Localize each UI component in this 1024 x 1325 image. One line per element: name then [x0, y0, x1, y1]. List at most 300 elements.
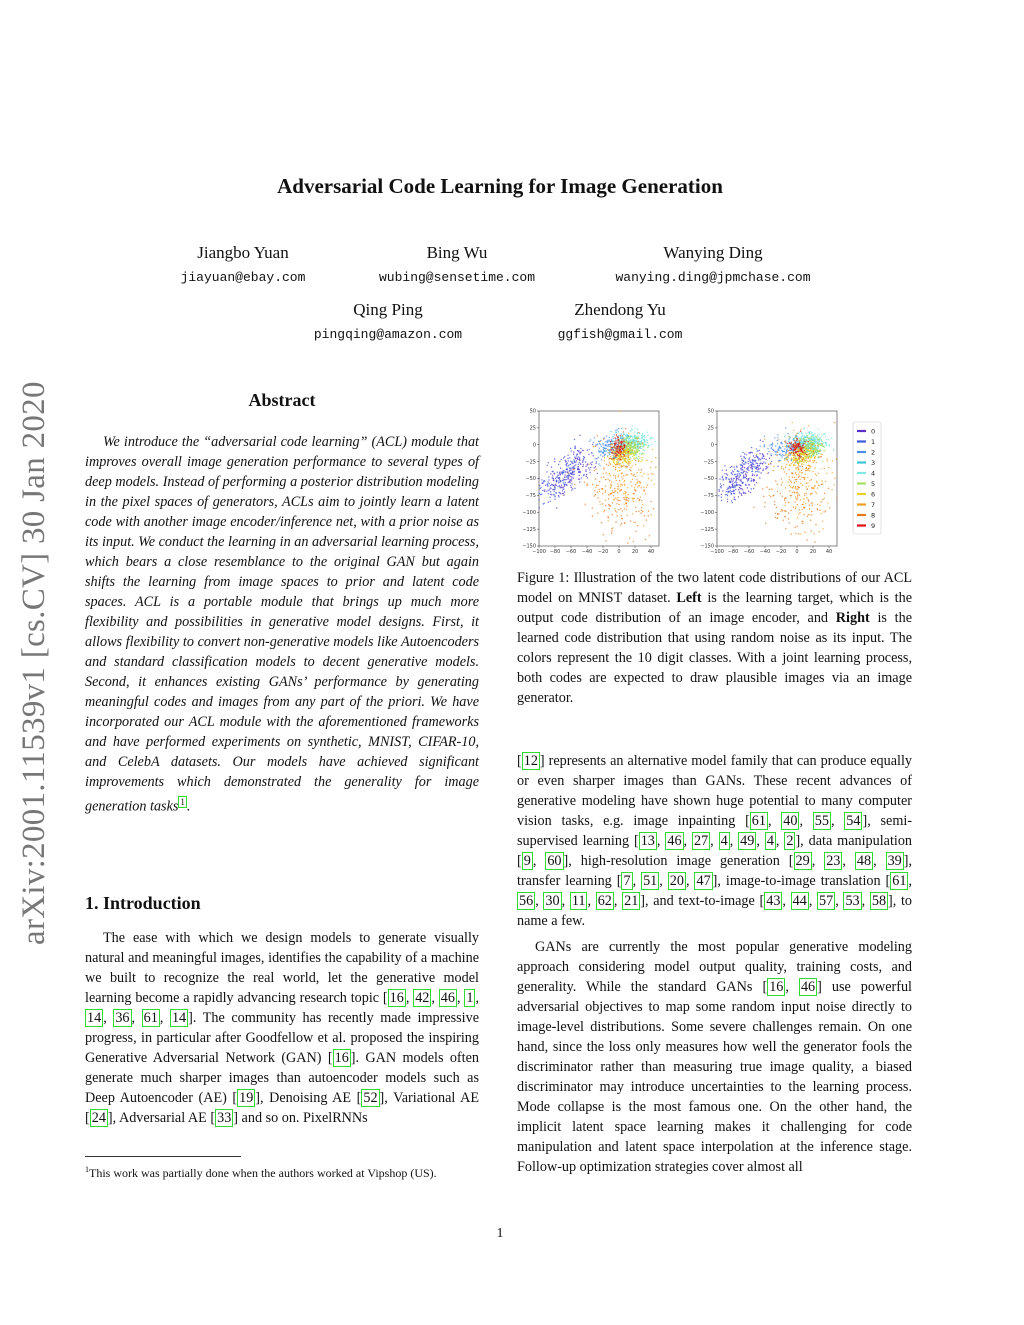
citation-link[interactable]: 60: [547, 853, 562, 869]
data-point: [609, 458, 610, 459]
citation-link[interactable]: 29: [795, 853, 810, 869]
data-point: [547, 484, 548, 485]
data-point: [764, 444, 765, 445]
data-point: [612, 447, 613, 448]
citation-link[interactable]: 48: [856, 853, 872, 869]
citation-link[interactable]: 40: [783, 813, 798, 829]
data-point: [809, 431, 810, 432]
data-point: [766, 468, 767, 469]
data-point: [549, 489, 550, 490]
data-point: [558, 482, 559, 483]
citation-link[interactable]: 49: [740, 833, 755, 849]
data-point: [809, 453, 810, 454]
data-point: [599, 491, 600, 492]
data-point: [779, 447, 780, 448]
data-point: [799, 441, 800, 442]
data-point: [753, 488, 754, 489]
data-point: [801, 436, 802, 437]
data-point: [802, 504, 803, 505]
citation-link[interactable]: 47: [696, 873, 711, 889]
data-point: [810, 446, 811, 447]
data-point: [813, 440, 814, 441]
citation-link[interactable]: 4: [766, 833, 774, 849]
data-point: [627, 494, 628, 495]
data-point: [637, 442, 638, 443]
data-point: [776, 507, 777, 508]
data-point: [601, 477, 602, 478]
data-point: [770, 496, 771, 497]
citation-link[interactable]: 16: [334, 1050, 349, 1066]
data-point: [748, 459, 749, 460]
data-point: [618, 428, 619, 429]
citation-link[interactable]: 1: [466, 990, 474, 1006]
data-point: [602, 503, 603, 504]
data-point: [760, 446, 761, 447]
citation-link[interactable]: 61: [751, 813, 766, 829]
data-point: [624, 499, 625, 500]
data-point: [556, 507, 557, 508]
data-point: [589, 469, 590, 470]
data-point: [722, 490, 723, 491]
data-point: [549, 483, 550, 484]
data-point: [762, 488, 763, 489]
data-point: [603, 439, 604, 440]
data-point: [566, 465, 567, 466]
citation-link[interactable]: 46: [667, 833, 682, 849]
citation-link[interactable]: 14: [171, 1010, 187, 1026]
data-point: [627, 466, 628, 467]
data-point: [751, 478, 752, 479]
data-point: [802, 459, 803, 460]
data-point: [609, 462, 610, 463]
data-point: [594, 470, 595, 471]
data-point: [647, 484, 648, 485]
data-point: [618, 454, 619, 455]
data-point: [807, 435, 808, 436]
citation-link[interactable]: 24: [91, 1110, 106, 1126]
citation-link[interactable]: 51: [643, 873, 658, 889]
data-point: [540, 488, 541, 489]
data-point: [572, 467, 573, 468]
data-point: [808, 458, 809, 459]
data-point: [794, 457, 795, 458]
data-point: [791, 449, 792, 450]
data-point: [624, 508, 625, 509]
data-point: [605, 479, 606, 480]
data-point: [623, 444, 624, 445]
data-point: [613, 438, 614, 439]
data-point: [627, 445, 628, 446]
citation-link[interactable]: 2: [786, 833, 794, 849]
data-point: [630, 463, 631, 464]
data-point: [541, 494, 542, 495]
data-point: [617, 447, 618, 448]
data-point: [621, 515, 622, 516]
data-point: [787, 449, 788, 450]
data-point: [819, 505, 820, 506]
data-point: [600, 504, 601, 505]
citation-link[interactable]: 58: [871, 893, 887, 909]
data-point: [756, 482, 757, 483]
data-point: [799, 487, 800, 488]
data-point: [555, 478, 556, 479]
data-point: [620, 525, 621, 526]
data-point: [796, 492, 797, 493]
data-point: [746, 478, 747, 479]
data-point: [790, 465, 791, 466]
data-point: [804, 514, 805, 515]
data-point: [787, 450, 788, 451]
data-point: [630, 461, 631, 462]
data-point: [806, 467, 807, 468]
data-point: [802, 433, 803, 434]
data-point: [806, 433, 807, 434]
data-point: [611, 458, 612, 459]
data-point: [595, 466, 596, 467]
data-point: [611, 482, 612, 483]
data-point: [800, 446, 801, 447]
data-point: [794, 477, 795, 478]
data-point: [788, 518, 789, 519]
data-point: [790, 443, 791, 444]
data-point: [585, 504, 586, 505]
data-point: [618, 509, 619, 510]
data-point: [808, 438, 809, 439]
data-point: [579, 435, 580, 436]
data-point: [806, 457, 807, 458]
data-point: [772, 449, 773, 450]
data-point: [617, 458, 618, 459]
data-point: [766, 487, 767, 488]
data-point: [731, 481, 732, 482]
data-point: [558, 492, 559, 493]
data-point: [789, 485, 790, 486]
data-point: [582, 460, 583, 461]
data-point: [578, 466, 579, 467]
data-point: [636, 472, 637, 473]
data-point: [804, 435, 805, 436]
data-point: [812, 444, 813, 445]
data-point: [826, 473, 827, 474]
citation-link[interactable]: 16: [389, 990, 404, 1006]
data-point: [800, 483, 801, 484]
citation-link[interactable]: 12: [523, 753, 538, 769]
data-point: [632, 453, 633, 454]
data-point: [815, 524, 816, 525]
data-point: [615, 452, 616, 453]
data-point: [599, 489, 600, 490]
data-point: [577, 468, 578, 469]
data-point: [563, 478, 564, 479]
data-point: [806, 493, 807, 494]
data-point: [822, 528, 823, 529]
data-point: [604, 510, 605, 511]
data-point: [771, 489, 772, 490]
data-point: [603, 449, 604, 450]
data-point: [785, 467, 786, 468]
citation-link[interactable]: 44: [792, 893, 807, 909]
data-point: [722, 477, 723, 478]
data-point: [560, 493, 561, 494]
citation-link[interactable]: 20: [669, 873, 684, 889]
data-point: [773, 450, 774, 451]
data-point: [828, 488, 829, 489]
author-email: jiayuan@ebay.com: [180, 270, 306, 285]
data-point: [806, 540, 807, 541]
footnote: $^1$This work was partially done when the authors worked at Vipshop (US).: [85, 1165, 437, 1180]
data-point: [823, 511, 824, 512]
data-point: [768, 464, 769, 465]
data-point: [746, 468, 747, 469]
data-point: [819, 433, 820, 434]
data-point: [799, 458, 800, 459]
data-point: [585, 461, 586, 462]
data-point: [719, 490, 720, 491]
citation-link[interactable]: 27: [693, 833, 709, 849]
data-point: [803, 443, 804, 444]
data-point: [734, 493, 735, 494]
data-point: [607, 440, 608, 441]
y-tick-label: −125: [700, 526, 714, 533]
citation-link[interactable]: 62: [597, 893, 612, 909]
data-point: [614, 508, 615, 509]
citation-link[interactable]: 36: [115, 1010, 130, 1026]
data-point: [809, 480, 810, 481]
data-point: [626, 455, 627, 456]
data-point: [740, 468, 741, 469]
data-point: [621, 476, 622, 477]
data-point: [611, 533, 612, 534]
data-point: [567, 455, 568, 456]
citation-link[interactable]: 13: [640, 833, 655, 849]
x-tick-label: 0: [795, 549, 799, 555]
citation-link[interactable]: 9: [523, 853, 531, 869]
data-point: [734, 497, 735, 498]
data-point: [642, 504, 643, 505]
data-point: [597, 497, 598, 498]
data-point: [795, 479, 796, 480]
data-point: [648, 510, 649, 511]
data-point: [749, 484, 750, 485]
data-point: [563, 457, 564, 458]
data-point: [800, 429, 801, 430]
paragraph: GANs are currently the most popular generative modeling approach considering model output quality, training costs, and generality. While the standard GANs [ 16 , 46 ] use powerful adversarial objectives to map some random input noise directly to image-level distributions. Some severe challenges remain. On one hand, since the loss only measures how well the generator fools the discriminator rather than measuring true image quality, a biased discriminator may introduce uncertainties to the learning process. Mode collapse is the most famous one. On the other hand, the implicit latent space learning makes it challenging for code manipulation and latent space interpolation at the inference stage. Follow-up optimization strategies cover almost all: [517, 939, 912, 1175]
data-point: [725, 494, 726, 495]
data-point: [718, 489, 719, 490]
data-point: [570, 464, 571, 465]
data-point: [806, 439, 807, 440]
data-point: [810, 443, 811, 444]
data-point: [619, 446, 620, 447]
data-point: [744, 477, 745, 478]
citation-link[interactable]: 53: [845, 893, 860, 909]
data-point: [811, 455, 812, 456]
data-point: [563, 480, 564, 481]
data-point: [743, 475, 744, 476]
data-point: [630, 520, 631, 521]
data-point: [590, 439, 591, 440]
data-point: [614, 437, 615, 438]
intro-paragraph: The ease with which we design models to generate visually natural and meaningful images, identifies the capability of a machine we built to recognize the real world, let the generative model learning become a rapidly advancing research topic [ 16 , 42 , 46 , 1 , 14 , 36 , 61 , 14 ]. The community has recently made impressive progress, in particular after Goodfellow et al. proposed the inspiring Generative Adversarial Network (GAN) [ 16 ]. GAN models often generate much sharper images than autoencoder models such as Deep Autoencoder (AE) [ 19 ], Denoising AE [ 52 ], Variational AE [ 24 ], Adversarial AE [ 33 ] and so on. PixelRNNs: [85, 930, 480, 1126]
data-point: [634, 487, 635, 488]
citation-link[interactable]: 46: [440, 990, 455, 1006]
data-point: [587, 477, 588, 478]
data-point: [595, 468, 596, 469]
data-point: [550, 487, 551, 488]
data-point: [806, 486, 807, 487]
citation-link[interactable]: 56: [519, 893, 534, 909]
data-point: [776, 517, 777, 518]
data-point: [585, 476, 586, 477]
data-point: [809, 450, 810, 451]
data-point: [722, 476, 723, 477]
data-point: [582, 450, 583, 451]
citation-link[interactable]: 33: [217, 1110, 232, 1126]
citation-link[interactable]: 30: [545, 893, 560, 909]
data-point: [603, 511, 604, 512]
citation-link[interactable]: 14: [87, 1010, 102, 1026]
data-point: [829, 507, 830, 508]
citation-link[interactable]: 57: [819, 893, 834, 909]
data-point: [782, 482, 783, 483]
data-point: [636, 479, 637, 480]
data-point: [722, 479, 723, 480]
data-point: [567, 458, 568, 459]
citation-link[interactable]: 39: [887, 853, 902, 869]
data-point: [753, 455, 754, 456]
data-point: [725, 477, 726, 478]
data-point: [616, 454, 617, 455]
data-point: [821, 445, 822, 446]
citation-link[interactable]: 55: [814, 813, 829, 829]
data-point: [739, 484, 740, 485]
citation-link[interactable]: 19: [239, 1090, 254, 1106]
data-point: [795, 533, 796, 534]
citation-link[interactable]: 46: [800, 979, 816, 995]
data-point: [551, 494, 552, 495]
citation-link[interactable]: 43: [766, 893, 781, 909]
citation-link[interactable]: 61: [143, 1010, 158, 1026]
data-point: [788, 455, 789, 456]
data-point: [598, 457, 599, 458]
data-point: [641, 469, 642, 470]
data-point: [592, 515, 593, 516]
citation-link[interactable]: 61: [892, 873, 907, 889]
data-point: [638, 459, 639, 460]
data-point: [827, 460, 828, 461]
data-point: [809, 466, 810, 467]
data-point: [574, 439, 575, 440]
data-point: [554, 499, 555, 500]
data-point: [593, 455, 594, 456]
legend-frame: [853, 422, 881, 534]
data-point: [611, 493, 612, 494]
data-point: [602, 443, 603, 444]
data-point: [756, 448, 757, 449]
data-point: [805, 443, 806, 444]
data-point: [553, 480, 554, 481]
data-point: [615, 469, 616, 470]
citation-link[interactable]: 16: [769, 979, 784, 995]
data-point: [746, 476, 747, 477]
data-point: [813, 448, 814, 449]
citation-link[interactable]: 52: [363, 1090, 378, 1106]
data-point: [607, 449, 608, 450]
data-point: [653, 438, 654, 439]
data-point: [738, 484, 739, 485]
citation-link[interactable]: 42: [415, 990, 430, 1006]
data-point: [638, 511, 639, 512]
citation-link[interactable]: 11: [571, 893, 586, 909]
data-point: [804, 531, 805, 532]
data-point: [574, 457, 575, 458]
data-point: [802, 485, 803, 486]
y-tick-label: 0: [532, 442, 536, 449]
data-point: [601, 522, 602, 523]
data-point: [560, 468, 561, 469]
x-tick-label: −20: [597, 549, 609, 555]
citation-link[interactable]: 7: [623, 873, 631, 889]
data-point: [643, 436, 644, 437]
data-point: [615, 449, 616, 450]
data-point: [563, 487, 564, 488]
footnote-link[interactable]: 1: [180, 797, 185, 807]
data-point: [623, 475, 624, 476]
data-point: [775, 513, 776, 514]
data-point: [768, 451, 769, 452]
citation-link[interactable]: 4: [720, 833, 728, 849]
footnote-rule: [85, 1156, 241, 1157]
data-point: [613, 456, 614, 457]
data-point: [577, 459, 578, 460]
data-point: [743, 460, 744, 461]
data-point: [628, 457, 629, 458]
data-point: [807, 465, 808, 466]
citation-link[interactable]: 23: [826, 853, 841, 869]
data-point: [796, 460, 797, 461]
data-point: [745, 484, 746, 485]
data-point: [564, 477, 565, 478]
data-point: [611, 485, 612, 486]
data-point: [628, 461, 629, 462]
data-point: [646, 460, 647, 461]
data-point: [598, 485, 599, 486]
data-point: [565, 482, 566, 483]
data-point: [643, 446, 644, 447]
data-point: [750, 462, 751, 463]
data-point: [808, 470, 809, 471]
data-point: [608, 498, 609, 499]
data-point: [608, 494, 609, 495]
data-point: [614, 434, 615, 435]
citation-link[interactable]: 54: [846, 813, 861, 829]
data-point: [605, 445, 606, 446]
data-point: [724, 465, 725, 466]
data-point: [805, 456, 806, 457]
data-point: [799, 448, 800, 449]
data-point: [756, 475, 757, 476]
data-point: [630, 453, 631, 454]
data-point: [630, 470, 631, 471]
data-point: [796, 433, 797, 434]
data-point: [802, 447, 803, 448]
data-point: [818, 453, 819, 454]
data-point: [643, 440, 644, 441]
data-point: [637, 482, 638, 483]
citation-link[interactable]: 21: [624, 893, 639, 909]
data-point: [647, 445, 648, 446]
data-point: [574, 488, 575, 489]
